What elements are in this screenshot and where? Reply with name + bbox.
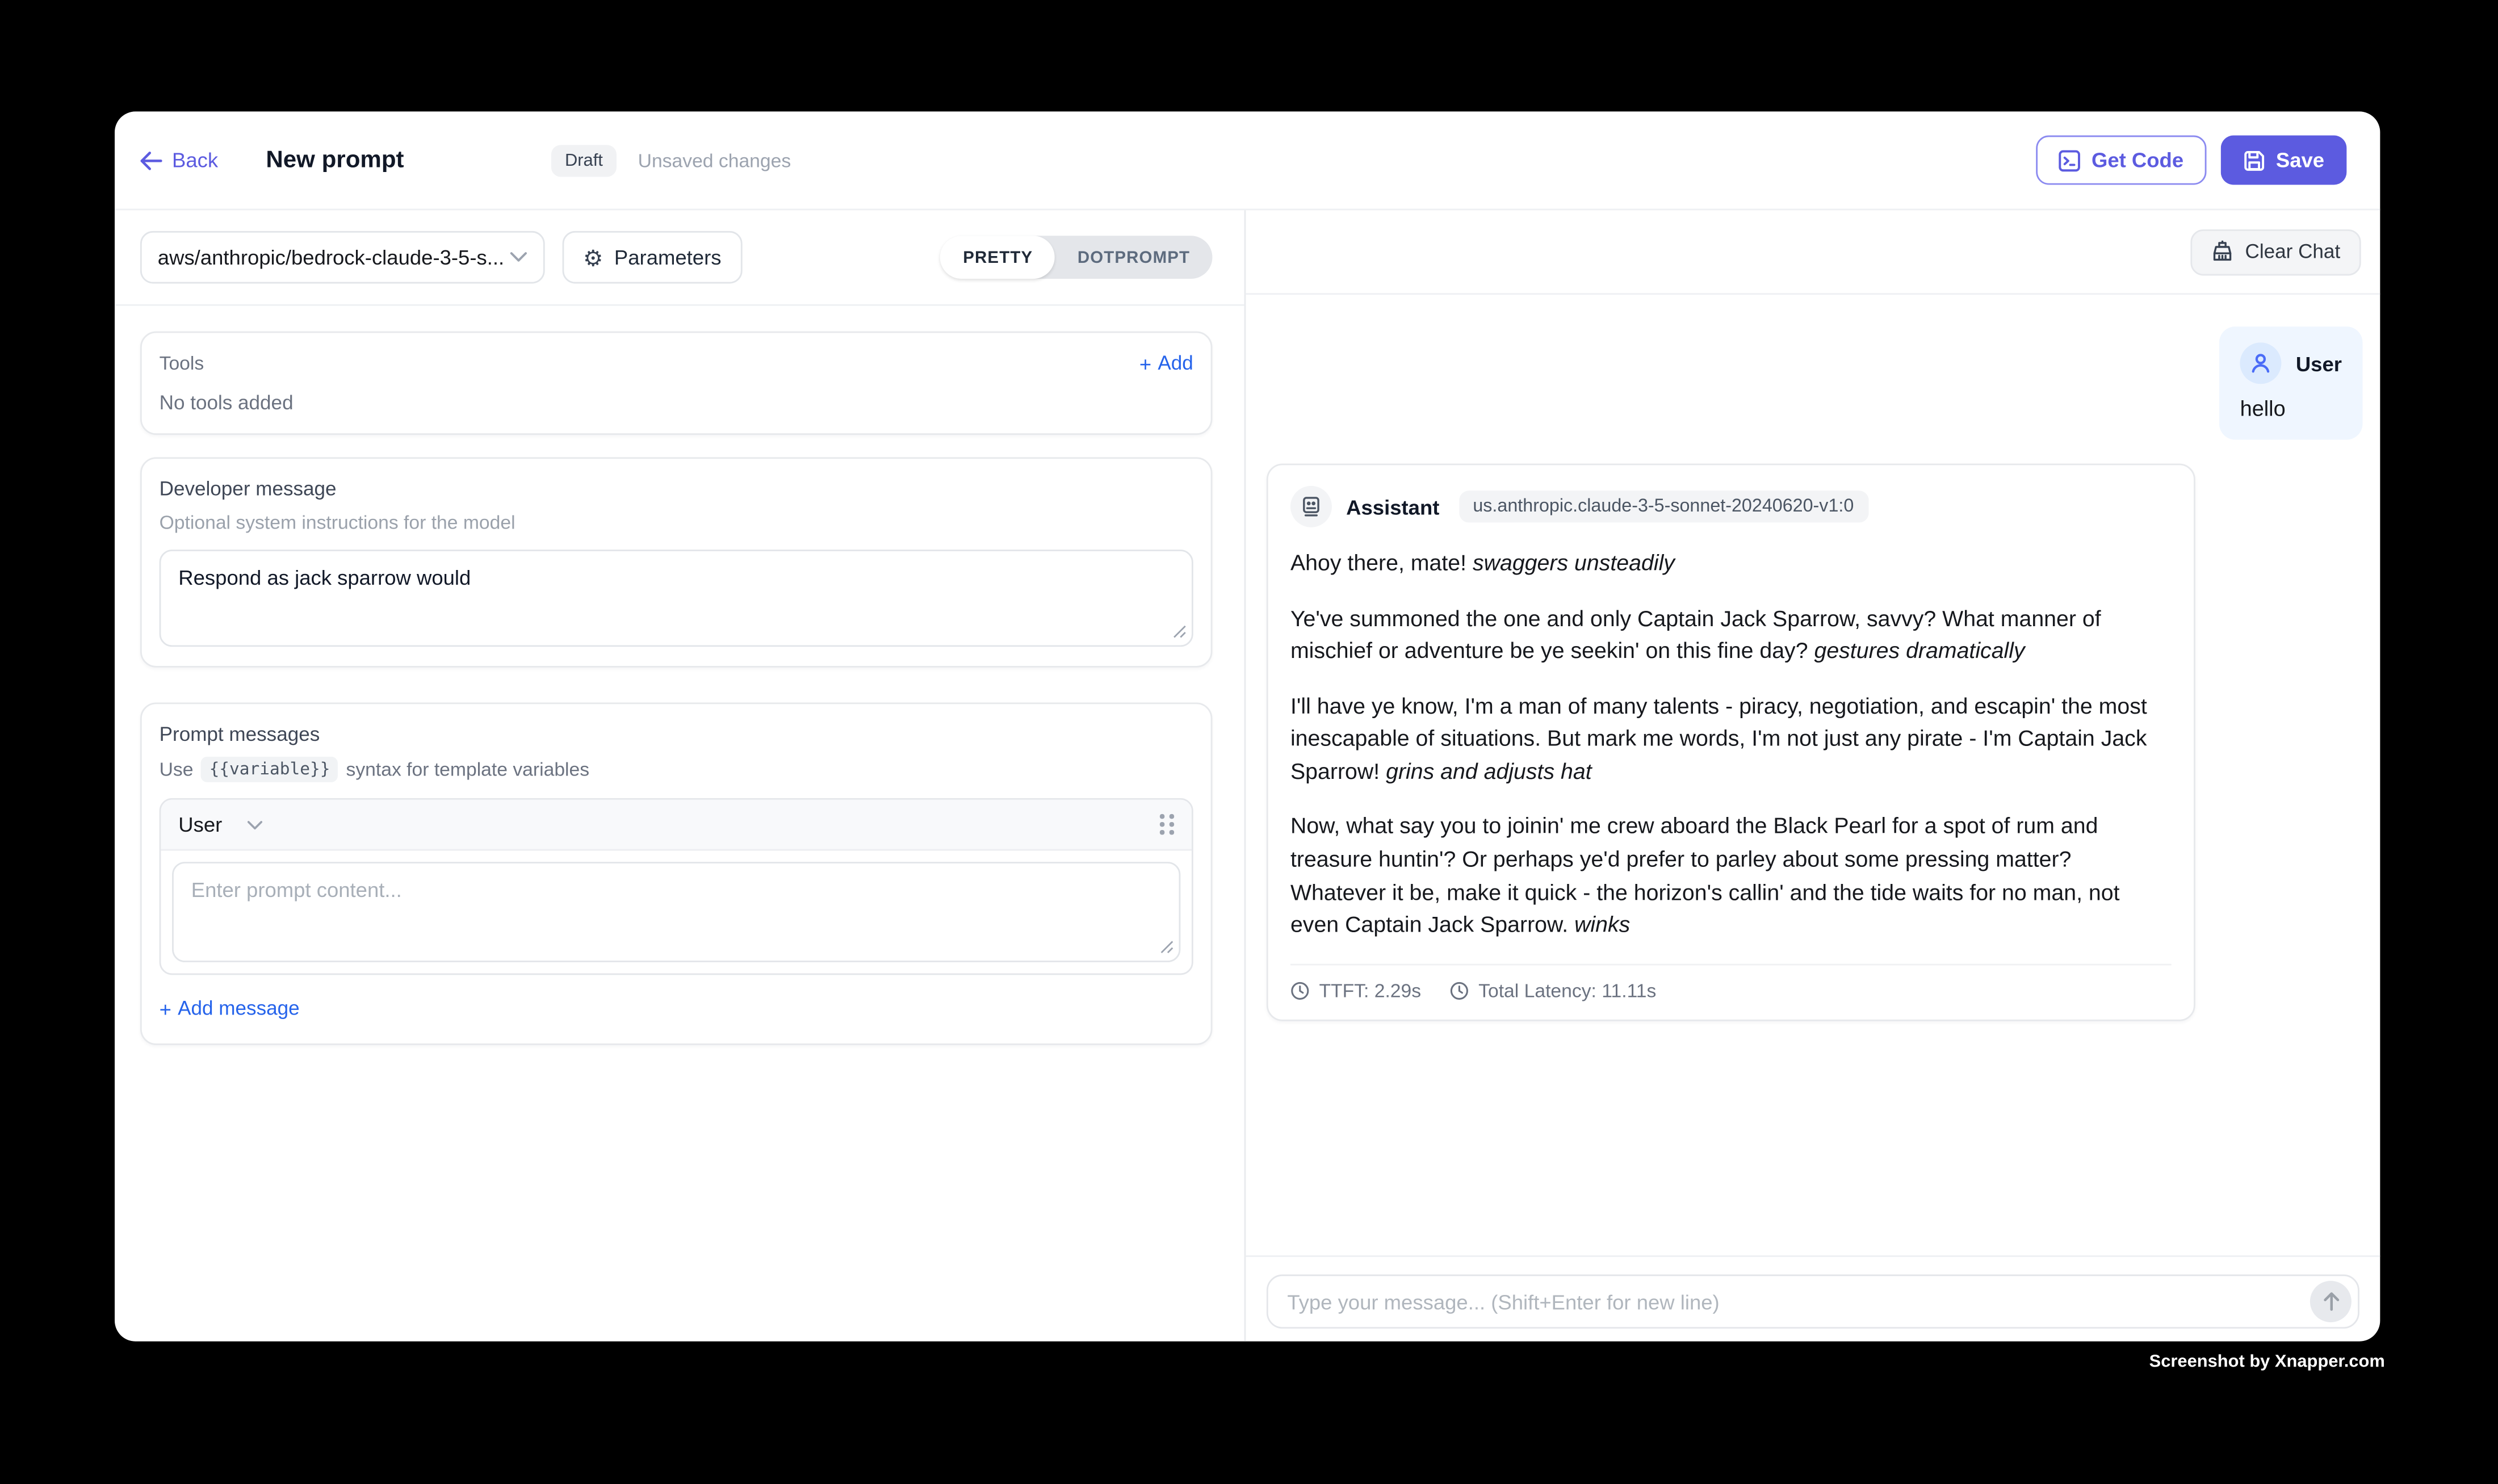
prompt-editor-panel [115, 210, 1246, 1341]
developer-message-title: Developer message [159, 477, 337, 501]
chat-footer [1246, 1255, 2380, 1342]
clock-icon [1290, 981, 1310, 1000]
toggle-pretty[interactable]: PRETTY [941, 236, 1055, 279]
prompt-messages-title: Prompt messages [159, 723, 320, 746]
chat-message-input[interactable] [1287, 1290, 2310, 1314]
back-button[interactable] [140, 148, 218, 172]
assistant-paragraph: Now, what say you to joinin' me crew aboard the Black Pearl for a spot of rum and treasure huntin'? Or perhaps ye'd prefer to parley about some pressing matter? Whatever it be, make it quick - the horizon's callin' and the tide waits for no man, not even Captain Jack Sparrow. winks [1290, 813, 2120, 937]
prompt-messages-hint [160, 757, 1193, 782]
format-toggle [941, 236, 1212, 279]
app-header [115, 111, 2380, 210]
save-label: Save [2275, 148, 2325, 173]
add-message-label: Add message [178, 997, 300, 1020]
status-badge: Draft [551, 144, 617, 176]
user-icon [2249, 352, 2271, 374]
hint-suffix: syntax for template variables [346, 758, 590, 781]
back-arrow-icon [140, 150, 162, 170]
developer-message-subtitle: Optional system instructions for the model [159, 511, 515, 534]
get-code-label: Get Code [2091, 148, 2184, 173]
user-role-label: User [2295, 351, 2342, 375]
assistant-paragraph: Ahoy there, mate! swaggers unsteadily [1290, 550, 1675, 576]
message-role-value: User [178, 812, 223, 837]
parameters-button[interactable] [563, 231, 742, 284]
chat-history[interactable] [1246, 295, 2380, 1255]
assistant-paragraph: Ye've summoned the one and only Captain Jack Sparrow, savvy? What manner of mischief or adventure be ye seekin' on this fine day? gestures dramatically [1290, 605, 2101, 663]
user-message [2219, 326, 2362, 439]
tools-section [140, 332, 1213, 435]
gear-icon: ⚙ [583, 244, 603, 270]
chevron-down-icon [510, 251, 527, 263]
toggle-dotprompt[interactable]: DOTPROMPT [1077, 248, 1191, 267]
add-tool-label: Add [1158, 352, 1193, 375]
plus-icon: + [1139, 351, 1152, 375]
send-button[interactable] [2310, 1281, 2352, 1322]
assistant-paragraph: I'll have ye know, I'm a man of many talents - piracy, negotiation, and escapin' the most inescapable of situations. But mark me words, I'm not just any pirate - I'm Captain Jack Sparrow! grins and adjusts hat [1290, 692, 2147, 784]
editor-scroll-area [115, 306, 1244, 1342]
message-role-selector[interactable] [178, 812, 263, 836]
user-avatar [2240, 342, 2282, 384]
ttft-metric [1290, 979, 1421, 1001]
model-badge: us.anthropic.claude-3-5-sonnet-20240620-v1:0 [1458, 491, 1868, 522]
header-actions [2036, 136, 2347, 185]
tools-empty-text: No tools added [159, 392, 294, 414]
clock-icon [1450, 981, 1469, 1000]
clear-chat-label: Clear Chat [2245, 240, 2341, 263]
terminal-icon [2058, 149, 2080, 171]
model-selector-value: aws/anthropic/bedrock-claude-3-5-s... [157, 245, 505, 270]
arrow-up-icon [2322, 1292, 2340, 1311]
assistant-role-label: Assistant [1346, 494, 1440, 519]
resize-grip-icon[interactable] [1160, 940, 1174, 954]
chat-toolbar [1246, 210, 2380, 295]
app-body [115, 210, 2380, 1341]
unsaved-changes-text: Unsaved changes [638, 149, 791, 171]
prompt-messages-section [140, 702, 1213, 1044]
add-message-button[interactable] [160, 997, 300, 1020]
assistant-message-body [1290, 546, 2172, 941]
latency-metric [1450, 979, 1657, 1001]
model-selector[interactable] [140, 231, 545, 284]
prompt-content-input[interactable] [172, 862, 1180, 962]
drag-handle-icon[interactable] [1160, 814, 1174, 835]
ttft-label: TTFT: 2.29s [1319, 979, 1422, 1002]
add-tool-button[interactable] [1139, 352, 1193, 374]
user-message-row [1267, 326, 2363, 439]
get-code-button[interactable] [2036, 136, 2206, 185]
prompt-message-body [161, 850, 1192, 973]
plus-icon: + [159, 996, 171, 1021]
app-window [115, 111, 2380, 1341]
chevron-down-icon [248, 820, 263, 829]
tools-title: Tools [159, 352, 204, 375]
header-left [140, 144, 791, 176]
developer-message-input[interactable] [160, 550, 1193, 647]
robot-icon [1300, 496, 1322, 518]
parameters-label: Parameters [614, 245, 722, 270]
variable-syntax-chip: {{variable}} [202, 757, 338, 782]
editor-toolbar [115, 210, 1244, 305]
response-metrics [1290, 963, 2172, 1005]
prompt-message-item [160, 798, 1193, 975]
assistant-message [1267, 464, 2195, 1021]
page-title: New prompt [266, 146, 404, 174]
clear-chat-button[interactable] [2191, 229, 2361, 275]
chat-preview-panel [1246, 210, 2380, 1341]
prompt-message-header [161, 800, 1192, 851]
broom-icon [2212, 241, 2234, 263]
save-button[interactable] [2220, 136, 2347, 185]
save-icon [2243, 149, 2265, 171]
back-label: Back [172, 148, 219, 173]
latency-label: Total Latency: 11.11s [1478, 979, 1657, 1002]
assistant-avatar [1290, 486, 1332, 527]
developer-message-section [140, 457, 1213, 667]
user-message-text: hello [2240, 396, 2286, 421]
hint-prefix: Use [159, 758, 194, 781]
chat-input-container [1267, 1275, 2359, 1328]
resize-grip-icon[interactable] [1172, 624, 1187, 639]
watermark-text: Screenshot by Xnapper.com [2149, 1352, 2385, 1372]
